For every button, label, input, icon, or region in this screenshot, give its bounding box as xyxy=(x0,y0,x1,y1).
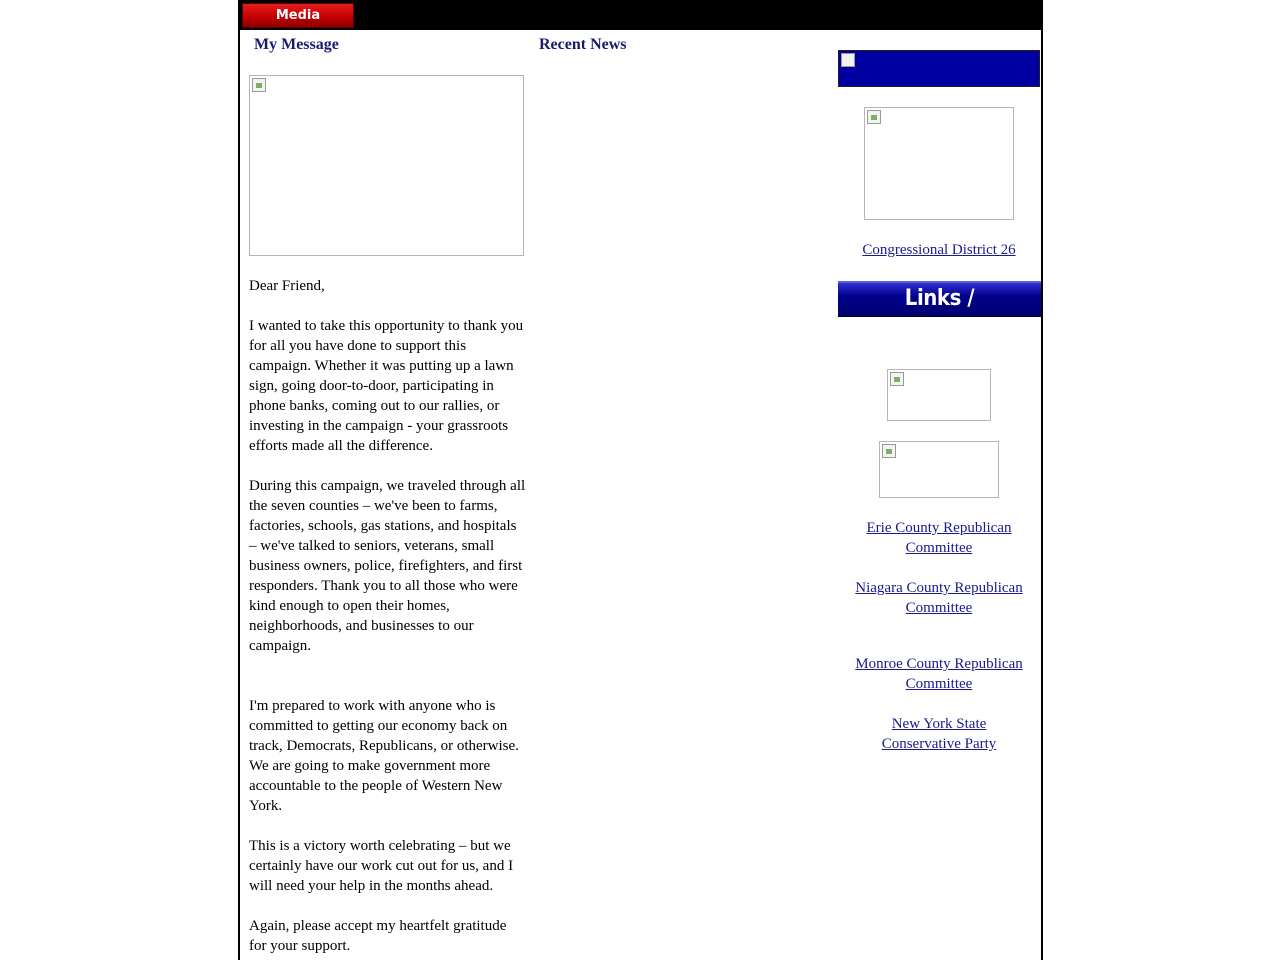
letter-paragraph: This is a victory worth celebrating – but we certainly have our work cut out for us, and I will need your help in the months ahead. xyxy=(249,838,514,894)
resource-logo-image[interactable] xyxy=(887,369,991,421)
page-frame xyxy=(238,0,1043,960)
link-line: Conservative Party xyxy=(881,736,997,752)
broken-image-icon xyxy=(867,110,881,124)
links-resources-label: Links / Resources xyxy=(884,286,995,343)
message-photo xyxy=(249,75,524,256)
monroe-county-link[interactable] xyxy=(838,654,1040,694)
letter-greeting: Dear Friend, xyxy=(249,278,325,294)
link-line: Erie County Republican xyxy=(866,520,1012,536)
link-line: Committee xyxy=(905,540,973,556)
resource-logo-image[interactable] xyxy=(879,441,999,498)
letter-paragraph: I wanted to take this opportunity to thank you for all you have done to support this campaign. Whether it was putting up a lawn sign, going door-to-door, participating in phone banks, coming out to our rallies, or investing in the campaign - your grassroots efforts made all the difference. xyxy=(249,318,524,454)
district-map-image[interactable] xyxy=(864,107,1014,220)
my-message-heading: My Message xyxy=(254,36,339,53)
broken-image-icon xyxy=(882,444,896,458)
recent-news-heading: Recent News xyxy=(539,36,627,53)
link-line: Monroe County Republican xyxy=(855,656,1023,672)
media-nav-button[interactable]: Media xyxy=(242,3,354,28)
district-link[interactable]: Congressional District 26 xyxy=(862,242,1016,258)
sidebar-top-banner xyxy=(838,50,1040,87)
links-resources-banner xyxy=(838,281,1041,343)
erie-county-link[interactable] xyxy=(838,518,1040,558)
conservative-party-link[interactable] xyxy=(838,714,1040,754)
link-line: Niagara County Republican xyxy=(855,580,1023,596)
niagara-county-link[interactable] xyxy=(838,578,1040,618)
link-line: Committee xyxy=(905,600,973,616)
top-nav-bar xyxy=(240,0,1041,30)
link-line: New York State xyxy=(891,716,987,732)
link-line: Committee xyxy=(905,676,973,692)
letter-paragraph: I'm prepared to work with anyone who is committed to getting our economy back on track, Democrats, Republicans, or otherwise. We are going to make government more accountable to the people of Western New York. xyxy=(249,698,519,814)
message-letter xyxy=(249,276,527,976)
broken-image-icon xyxy=(890,372,904,386)
broken-image-icon xyxy=(252,78,266,92)
letter-paragraph: During this campaign, we traveled through all the seven counties – we've been to farms, factories, schools, gas stations, and hospitals – we've talked to seniors, veterans, small business owners, police, firefighters, and first responders. Thank you to all those who were kind enough to open their homes, neighborhoods, and businesses to our campaign. xyxy=(249,478,526,654)
letter-paragraph: Again, please accept my heartfelt gratitude for your support. xyxy=(249,918,507,954)
broken-image-icon xyxy=(841,53,855,67)
